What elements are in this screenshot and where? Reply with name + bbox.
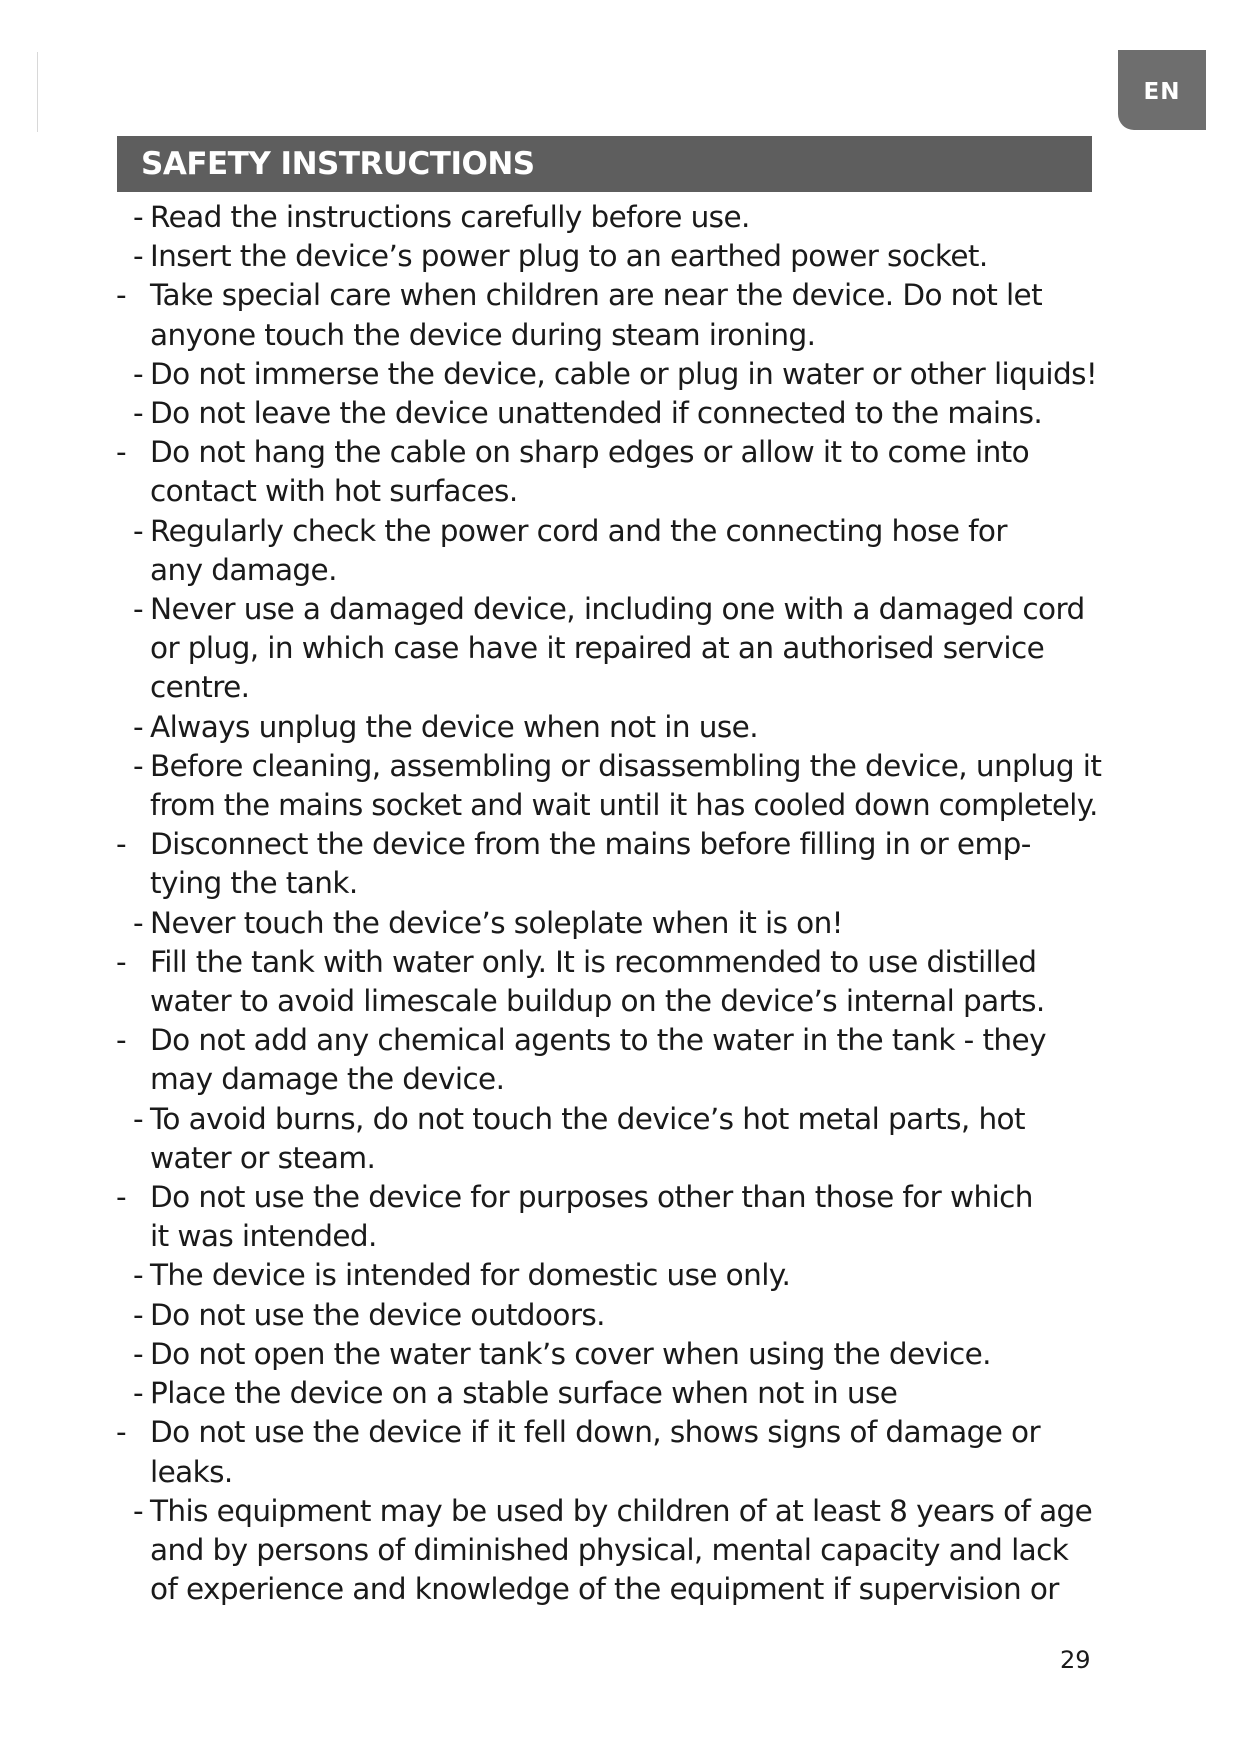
instruction-line: Disconnect the device from the mains before filling in or emp- (150, 827, 1031, 862)
list-bullet: - (133, 1376, 144, 1411)
list-bullet: - (116, 1023, 127, 1058)
instruction-line: contact with hot surfaces. (150, 474, 518, 509)
instruction-item (0, 590, 1110, 708)
section-title: SAFETY INSTRUCTIONS (117, 136, 1092, 192)
instruction-line: Read the instructions carefully before use. (150, 200, 750, 234)
instruction-line: Do not hang the cable on sharp edges or allow it to come into (150, 435, 1030, 470)
list-bullet: - (116, 278, 127, 313)
list-bullet: - (116, 435, 127, 470)
instruction-line: and by persons of diminished physical, mental capacity and lack (150, 1532, 1069, 1567)
instruction-item (0, 708, 1110, 747)
instruction-item (0, 512, 1110, 590)
list-bullet: - (133, 239, 144, 274)
instruction-item (0, 1335, 1110, 1374)
list-bullet: - (133, 1258, 144, 1293)
list-bullet: - (133, 1297, 144, 1332)
instruction-line: tying the tank. (150, 866, 358, 901)
instruction-line: Do not use the device if it fell down, shows signs of damage or (150, 1415, 1041, 1450)
list-bullet: - (133, 905, 144, 940)
page-number: 29 (1060, 1646, 1091, 1674)
instruction-line: The device is intended for domestic use only. (150, 1258, 791, 1293)
instruction-line: Do not leave the device unattended if connected to the mains. (150, 396, 1043, 431)
instruction-line: or plug, in which case have it repaired at an authorised service (150, 631, 1045, 666)
list-bullet: - (133, 356, 144, 391)
instruction-line: it was intended. (150, 1219, 377, 1254)
instruction-line: may damage the device. (150, 1062, 505, 1097)
instruction-item (0, 1178, 1110, 1256)
instruction-item (0, 198, 1110, 237)
instruction-line: Place the device on a stable surface when not in use (150, 1376, 898, 1411)
list-bullet: - (133, 709, 144, 744)
instruction-line: centre. (150, 670, 250, 705)
instruction-item (0, 747, 1110, 825)
instruction-line: This equipment may be used by children of at least 8 years of age (150, 1493, 1093, 1528)
instruction-line: water to avoid limescale buildup on the device’s internal parts. (150, 984, 1045, 1019)
instruction-item (0, 355, 1110, 394)
instruction-line: of experience and knowledge of the equipment if supervision or (150, 1572, 1059, 1607)
instruction-item (0, 1492, 1110, 1610)
instruction-item (0, 1100, 1110, 1178)
instruction-line: Do not use the device outdoors. (150, 1297, 605, 1332)
instruction-item (0, 394, 1110, 433)
list-bullet: - (133, 592, 144, 627)
instruction-line: Always unplug the device when not in use. (150, 709, 758, 744)
instruction-item (0, 904, 1110, 943)
list-bullet: - (133, 513, 144, 548)
list-bullet: - (133, 748, 144, 783)
instruction-line: Never use a damaged device, including one with a damaged cord (150, 592, 1085, 627)
instruction-item (0, 1413, 1110, 1491)
instruction-line: Never touch the device’s soleplate when it is on! (150, 905, 843, 940)
instruction-line: Do not open the water tank’s cover when using the device. (150, 1336, 991, 1371)
instruction-line: Do not use the device for purposes other than those for which (150, 1180, 1033, 1215)
instruction-line: any damage. (150, 552, 337, 587)
list-bullet: - (116, 1415, 127, 1450)
instruction-line: water or steam. (150, 1140, 376, 1175)
instruction-line: Do not immerse the device, cable or plug in water or other liquids! (150, 356, 1098, 391)
instruction-line: Fill the tank with water only. It is recommended to use distilled (150, 944, 1037, 979)
list-bullet: - (116, 827, 127, 862)
list-bullet: - (116, 944, 127, 979)
list-bullet: - (133, 1336, 144, 1371)
list-bullet: - (116, 1180, 127, 1215)
instruction-item (0, 276, 1110, 354)
instruction-line: Take special care when children are near the device. Do not let (150, 278, 1043, 313)
instruction-line: Do not add any chemical agents to the water in the tank - they (150, 1023, 1046, 1058)
instruction-line: Regularly check the power cord and the connecting hose for (150, 513, 1007, 548)
instruction-line: anyone touch the device during steam ironing. (150, 317, 816, 352)
instruction-item (0, 1374, 1110, 1413)
instruction-item (0, 943, 1110, 1021)
instruction-item (0, 1256, 1110, 1295)
instruction-item (0, 237, 1110, 276)
instruction-line: Before cleaning, assembling or disassembling the device, unplug it (150, 748, 1102, 783)
safety-instructions-list (0, 198, 1241, 1609)
instruction-item (0, 1021, 1110, 1099)
instruction-item (0, 433, 1110, 511)
list-bullet: - (133, 200, 144, 234)
instruction-line: To avoid burns, do not touch the device’s hot metal parts, hot (150, 1101, 1025, 1136)
list-bullet: - (133, 1493, 144, 1528)
language-tab: EN (1118, 50, 1206, 130)
list-bullet: - (133, 1101, 144, 1136)
page-edge-rule (37, 52, 38, 132)
instruction-line: from the mains socket and wait until it has cooled down completely. (150, 788, 1098, 823)
instruction-item (0, 825, 1110, 903)
list-bullet: - (133, 396, 144, 431)
instruction-line: Insert the device’s power plug to an earthed power socket. (150, 239, 988, 274)
instruction-line: leaks. (150, 1454, 233, 1489)
instruction-item (0, 1296, 1110, 1335)
